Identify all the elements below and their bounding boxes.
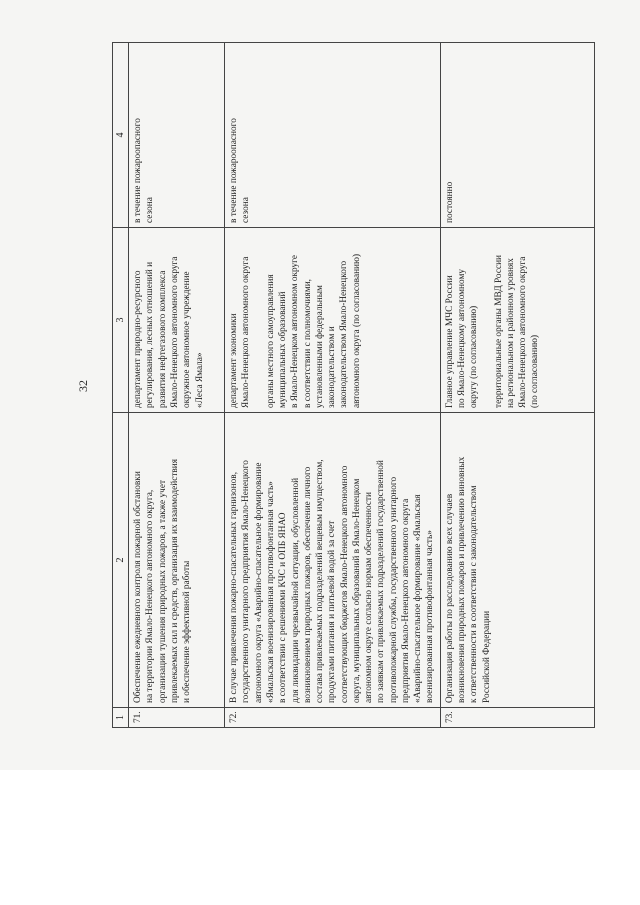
activity-line: округа, муниципальных образований в Ямало-Ненецком	[351, 478, 362, 703]
activity-line: привлекаемых сил и средств, организация их взаимодействия	[169, 458, 180, 703]
activity-line: к ответственности в соответствии с законодательством	[469, 485, 480, 703]
responsible-line: «Леса Ямала»	[194, 352, 205, 408]
table-row	[440, 43, 594, 728]
term-line: сезона	[241, 197, 252, 223]
action-plan-table	[112, 42, 595, 728]
table-row	[129, 43, 225, 728]
responsible-line: в Ямало-Ненецком автономном округе	[290, 255, 301, 408]
activity-line: «Аварийно-спасательное формирование «Ямальская	[413, 494, 424, 703]
activity-cell	[440, 413, 594, 708]
responsible-line: округу (по согласованию)	[469, 305, 480, 408]
column-header: 3	[113, 228, 129, 413]
activity-line: состава привлекаемых подразделений вещевым имуществом,	[315, 459, 326, 703]
activity-line: предприятия Ямало-Ненецкого автономного округа	[400, 498, 411, 703]
responsible-line: законодательством Ямало-Ненецкого	[339, 260, 350, 408]
page-number: 32	[76, 380, 90, 392]
responsible-line: автономного округа (по согласованию)	[351, 253, 362, 408]
activity-line: возникновением природных пожаров, обеспечение личного	[302, 466, 313, 703]
activity-line: для ликвидации чрезвычайной ситуации, обусловленной	[290, 477, 301, 703]
responsible-line: в соответствии с полномочиями,	[302, 278, 313, 408]
activity-line: В случае привлечения пожарно-спасательных гарнизонов,	[229, 471, 240, 703]
responsible-line: законодательством и	[327, 326, 338, 408]
term-line: сезона	[145, 197, 156, 223]
activity-line: организации тушения природных пожаров, а также учет	[157, 479, 168, 703]
activity-line: «Ямальская военизированная противофонтанная часть»	[265, 481, 276, 703]
activity-line: противопожарной службы, государственного унитарного	[388, 476, 399, 703]
term-line: постоянно	[444, 181, 455, 223]
activity-line: автономного округа «Аварийно-спасательное формирование	[253, 462, 264, 703]
responsible-line: развития нефтегазового комплекса	[157, 270, 168, 408]
responsible-cell	[440, 228, 594, 413]
responsible-cell	[225, 228, 441, 413]
responsible-line: окружное автономное учреждение	[182, 271, 193, 408]
responsible-line: (по согласованию)	[530, 334, 541, 408]
activity-line: автономном округе согласно нормам обеспеченности	[364, 492, 375, 703]
row-number: 72.	[225, 708, 441, 728]
term-line: в течение пожароопасного	[229, 118, 240, 223]
activity-line: возникновения природных пожаров и привлечению виновных	[456, 456, 467, 703]
responsible-line: департамент природно-ресурсного	[133, 270, 144, 408]
responsible-line: регулирования, лесных отношений и	[145, 261, 156, 408]
responsible-line: Главное управление МЧС России	[444, 275, 455, 408]
activity-line: Обеспечение ежедневного контроля пожарной обстановки	[133, 471, 144, 703]
column-header: 2	[113, 413, 129, 708]
paragraph-gap	[481, 232, 493, 408]
responsible-cell	[129, 228, 225, 413]
term-cell	[440, 43, 594, 228]
paragraph-gap	[253, 232, 265, 408]
responsible-line: Ямало-Ненецкого автономного округа	[241, 256, 252, 408]
activity-line: военизированная противофонтанная часть»	[425, 530, 436, 703]
activity-line: государственного унитарного предприятия Ямало-Ненецкого	[241, 460, 252, 703]
row-number: 73.	[440, 708, 594, 728]
term-cell	[129, 43, 225, 228]
activity-cell	[225, 413, 441, 708]
term-cell	[225, 43, 441, 228]
activity-line: на территории Ямало-Ненецкого автономного округа,	[145, 489, 156, 703]
activity-line: Организация работы по расследованию всех случаев	[444, 493, 455, 703]
table-header-row	[113, 43, 129, 728]
activity-line: в соответствии с решениями КЧС и ОПБ ЯНАО	[278, 512, 289, 703]
activity-line: по заявкам от привлекаемых подразделений государственной	[376, 460, 387, 703]
table-row	[225, 43, 441, 728]
rotated-content	[112, 43, 582, 728]
activity-cell	[129, 413, 225, 708]
activity-line: продуктами питания и питьевой водой за счет	[327, 520, 338, 703]
responsible-line: на региональном и районном уровнях	[505, 258, 516, 408]
activity-line: Российской Федерации	[481, 610, 492, 703]
responsible-line: территориальные органы МВД России	[493, 254, 504, 408]
column-header: 4	[113, 43, 129, 228]
responsible-line: по Ямало-Ненецкому автономному	[456, 268, 467, 408]
responsible-line: муниципальных образований	[277, 291, 288, 408]
responsible-line: установленными федеральным	[314, 285, 325, 408]
column-header: 1	[113, 708, 129, 728]
row-number: 71.	[129, 708, 225, 728]
responsible-line: Ямало-Ненецкого автономного округа	[518, 256, 529, 408]
activity-line: соответствующих бюджетов Ямало-Ненецкого автономного	[339, 465, 350, 703]
term-line: в течение пожароопасного	[133, 118, 144, 223]
activity-line: и обеспечение эффективной работы	[182, 560, 193, 703]
responsible-line: департамент экономики	[229, 313, 240, 408]
responsible-line: Ямало-Ненецкого автономного округа	[169, 256, 180, 408]
responsible-line: органы местного самоуправления	[265, 274, 276, 408]
